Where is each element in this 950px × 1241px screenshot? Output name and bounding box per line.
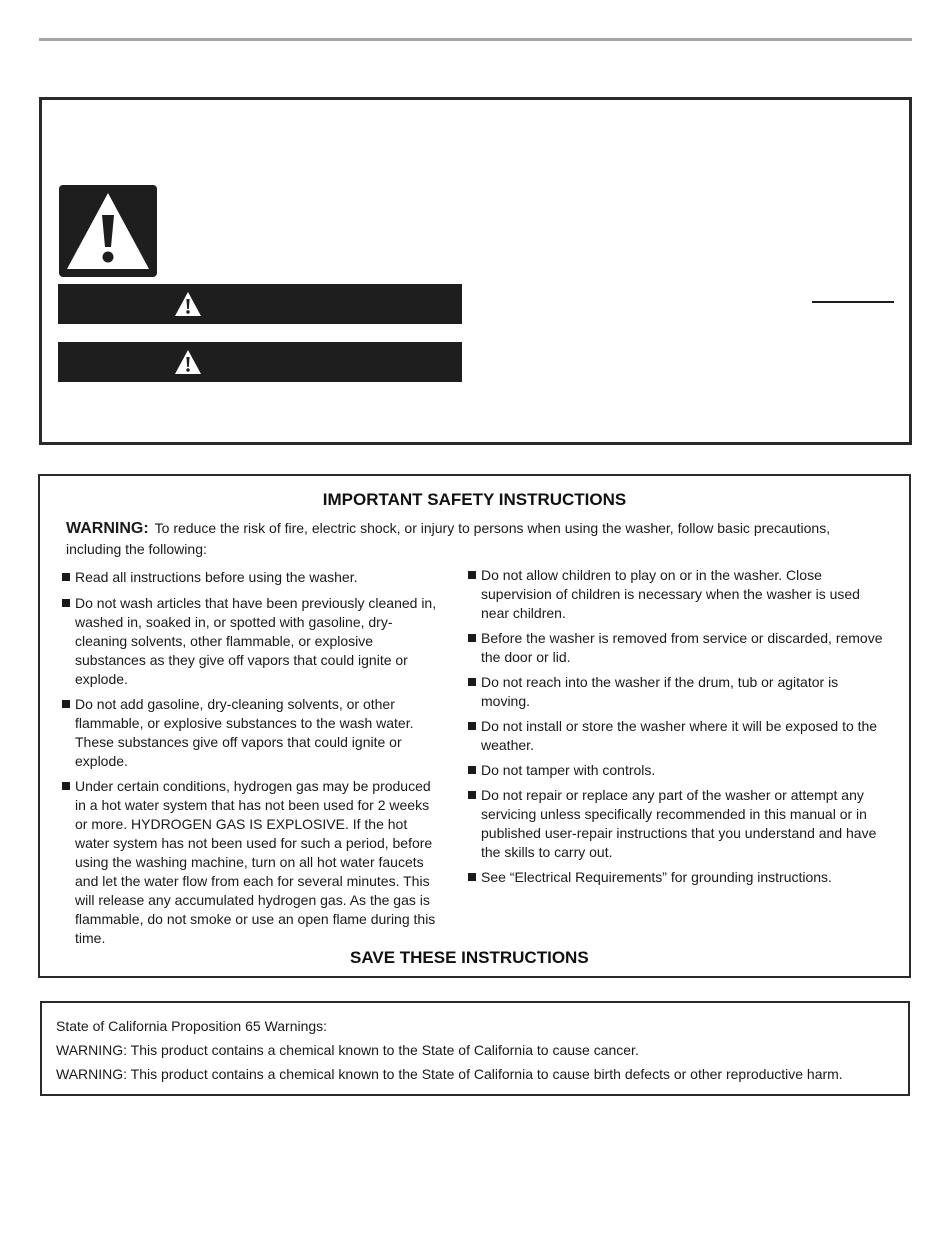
safety-symbol-box [39, 97, 912, 445]
safety-instructions-box [38, 474, 911, 978]
warning-text: To reduce the risk of fire, electric shock, or injury to persons when using the washer, follow basic precautions, including the following: [66, 520, 831, 557]
bullet-square-icon [468, 571, 476, 579]
list-item: Before the washer is removed from service or discarded, remove the door or lid. [466, 629, 886, 667]
short-rule [812, 301, 894, 303]
warning-bar [58, 342, 462, 382]
list-item: Do not wash articles that have been previously cleaned in, washed in, soaked in, or spotted with gasoline, dry-cleaning solvents, other flammable, or explosive substances as they give off vapors that could ignite or explode. [60, 594, 440, 689]
list-item: Do not reach into the washer if the drum, tub or agitator is moving. [466, 673, 886, 711]
bullet-square-icon [468, 722, 476, 730]
prop65-warning-reproductive: WARNING: This product contains a chemical known to the State of California to cause birth defects or other reproductive harm. [56, 1066, 843, 1082]
danger-bar [58, 284, 462, 324]
bullet-square-icon [468, 634, 476, 642]
safety-title: IMPORTANT SAFETY INSTRUCTIONS [322, 490, 627, 509]
bullet-square-icon [62, 700, 70, 708]
list-item: Read all instructions before using the washer. [60, 568, 440, 587]
warning-triangle-icon [59, 185, 157, 277]
list-item: Do not add gasoline, dry-cleaning solvents, or other flammable, or explosive substances to the wash water. These substances give off vapors that could ignite or explode. [60, 695, 440, 771]
prop65-warning-cancer: WARNING: This product contains a chemical known to the State of California to cause cancer. [56, 1042, 639, 1058]
list-item: Under certain conditions, hydrogen gas may be produced in a hot water system that has not been used for 2 weeks or more. HYDROGEN GAS IS EXPLOSIVE. If the hot water system has not been used for such a period, before using the washing machine, turn on all hot water faucets and let the water flow from each for several minutes. This will release any accumulated hydrogen gas. As the gas is flammable, do not smoke or use an open flame during this time. [60, 777, 440, 948]
save-instructions-heading: SAVE THESE INSTRUCTIONS [350, 948, 589, 967]
list-item: Do not install or store the washer where it will be exposed to the weather. [466, 717, 886, 755]
bullet-square-icon [62, 573, 70, 581]
alert-triangle-icon [174, 349, 202, 375]
top-rule [39, 38, 912, 41]
bullet-square-icon [468, 678, 476, 686]
instructions-left-column [60, 568, 440, 954]
bullet-square-icon [62, 782, 70, 790]
bullet-square-icon [468, 766, 476, 774]
list-item: See “Electrical Requirements” for grounding instructions. [466, 868, 886, 887]
bullet-square-icon [468, 873, 476, 881]
list-item: Do not allow children to play on or in the washer. Close supervision of children is necessary when the washer is used near children. [466, 566, 886, 623]
list-item: Do not tamper with controls. [466, 761, 886, 780]
warning-label: WARNING: [66, 520, 149, 537]
instructions-right-column [466, 566, 886, 893]
prop65-heading: State of California Proposition 65 Warnings: [56, 1018, 328, 1034]
warning-intro [66, 518, 876, 559]
bullet-square-icon [468, 791, 476, 799]
bullet-square-icon [62, 599, 70, 607]
prop65-box [40, 1001, 910, 1096]
list-item: Do not repair or replace any part of the washer or attempt any servicing unless specifically recommended in this manual or in published user-repair instructions that you understand and have the skills to carry out. [466, 786, 886, 862]
alert-triangle-icon [174, 291, 202, 317]
